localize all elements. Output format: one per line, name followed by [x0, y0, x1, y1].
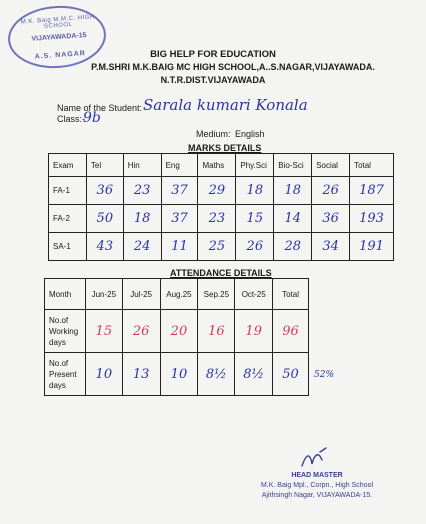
marks-table [48, 153, 394, 261]
marks-header-cell: Eng [161, 154, 198, 177]
signature-mark [298, 446, 332, 472]
header-district: N.T.R.DIST.VIJAYAWADA [160, 75, 266, 85]
attendance-header-cell: Total [273, 279, 309, 310]
marks-header-cell: Maths [198, 154, 236, 177]
marks-header-cell: Phy.Sci [236, 154, 274, 177]
attendance-header-row [45, 279, 309, 310]
mark-value: 23 [198, 205, 236, 233]
mark-value: 14 [274, 205, 312, 233]
mark-value: 18 [274, 177, 312, 205]
mark-value: 37 [161, 177, 198, 205]
working-days-value: 16 [198, 310, 235, 353]
mark-total: 193 [350, 205, 394, 233]
working-days-value: 19 [235, 310, 273, 353]
marks-row [49, 205, 394, 233]
attendance-header-cell: Aug.25 [160, 279, 198, 310]
working-days-value: 20 [160, 310, 198, 353]
attendance-table [44, 278, 309, 396]
working-days-value: 15 [85, 310, 122, 353]
exam-label: SA-1 [49, 233, 87, 261]
header-title: BIG HELP FOR EDUCATION [150, 49, 276, 60]
mark-value: 37 [161, 205, 198, 233]
marks-header-cell: Social [312, 154, 350, 177]
working-days-value: 26 [122, 310, 160, 353]
marks-title: MARKS DETAILS [188, 143, 262, 153]
header-school: P.M.SHRI M.K.BAIG MC HIGH SCHOOL,A..S.NAGAR,VIJAYAWADA. [91, 62, 375, 72]
mark-value: 36 [312, 205, 350, 233]
stamp-top-text: M.K. Baig M.M.C. HIGH SCHOOL [20, 14, 96, 30]
mark-value: 34 [312, 233, 350, 261]
mark-value: 25 [198, 233, 236, 261]
exam-label: FA-2 [49, 205, 87, 233]
stamp-bottom-text: A.S. NAGAR [34, 50, 87, 61]
class-value: 9b [83, 110, 101, 126]
marks-header-cell: Bio-Sci [274, 154, 312, 177]
working-days-label: No.of Working days [45, 310, 86, 353]
mark-value: 28 [274, 233, 312, 261]
marks-header-cell: Tel [86, 154, 123, 177]
headmaster-school: M.K. Baig Mpl., Corpn., High School [260, 482, 374, 489]
mark-value: 36 [86, 177, 123, 205]
present-days-total: 50 [273, 353, 309, 396]
mark-value: 18 [236, 177, 274, 205]
exam-label: FA-1 [49, 177, 87, 205]
present-days-value: 8½ [235, 353, 273, 396]
present-days-value: 13 [122, 353, 160, 396]
headmaster-title: HEAD MASTER [291, 472, 343, 479]
headmaster-address: Ajithsingh Nagar, VIJAYAWADA-15. [261, 492, 373, 499]
marks-header-cell: Hin [123, 154, 161, 177]
attendance-header-cell: Jun-25 [85, 279, 122, 310]
class-label: Class:- [57, 114, 86, 124]
marks-header-cell: Exam [49, 154, 87, 177]
mark-total: 187 [350, 177, 394, 205]
mark-value: 23 [123, 177, 161, 205]
mark-value: 50 [86, 205, 123, 233]
present-days-row [45, 353, 309, 396]
working-days-total: 96 [273, 310, 309, 353]
attendance-header-cell: Sep.25 [198, 279, 235, 310]
working-days-row [45, 310, 309, 353]
marks-row [49, 177, 394, 205]
present-days-value: 10 [160, 353, 198, 396]
attendance-header-cell: Month [45, 279, 86, 310]
marks-row [49, 233, 394, 261]
attendance-header-cell: Jul-25 [122, 279, 160, 310]
stamp-middle-text: VIJAYAWADA-15 [31, 31, 87, 43]
mark-value: 26 [236, 233, 274, 261]
mark-value: 15 [236, 205, 274, 233]
mark-value: 43 [86, 233, 123, 261]
mark-value: 18 [123, 205, 161, 233]
student-name-value: Sarala kumari Konala [143, 96, 308, 114]
medium-label: Medium: [196, 129, 231, 139]
attendance-title: ATTENDANCE DETAILS [170, 268, 272, 278]
marks-header-row [49, 154, 394, 177]
marks-header-cell: Total [350, 154, 394, 177]
present-days-label: No.of Present days [45, 353, 86, 396]
attendance-header-cell: Oct-25 [235, 279, 273, 310]
present-days-value: 10 [85, 353, 122, 396]
medium-value: English [235, 129, 265, 139]
mark-value: 29 [198, 177, 236, 205]
attendance-percent: 52% [314, 370, 335, 380]
mark-value: 26 [312, 177, 350, 205]
mark-total: 191 [350, 233, 394, 261]
present-days-value: 8½ [198, 353, 235, 396]
mark-value: 24 [123, 233, 161, 261]
student-name-label: Name of the Student: [57, 103, 143, 113]
mark-value: 11 [161, 233, 198, 261]
